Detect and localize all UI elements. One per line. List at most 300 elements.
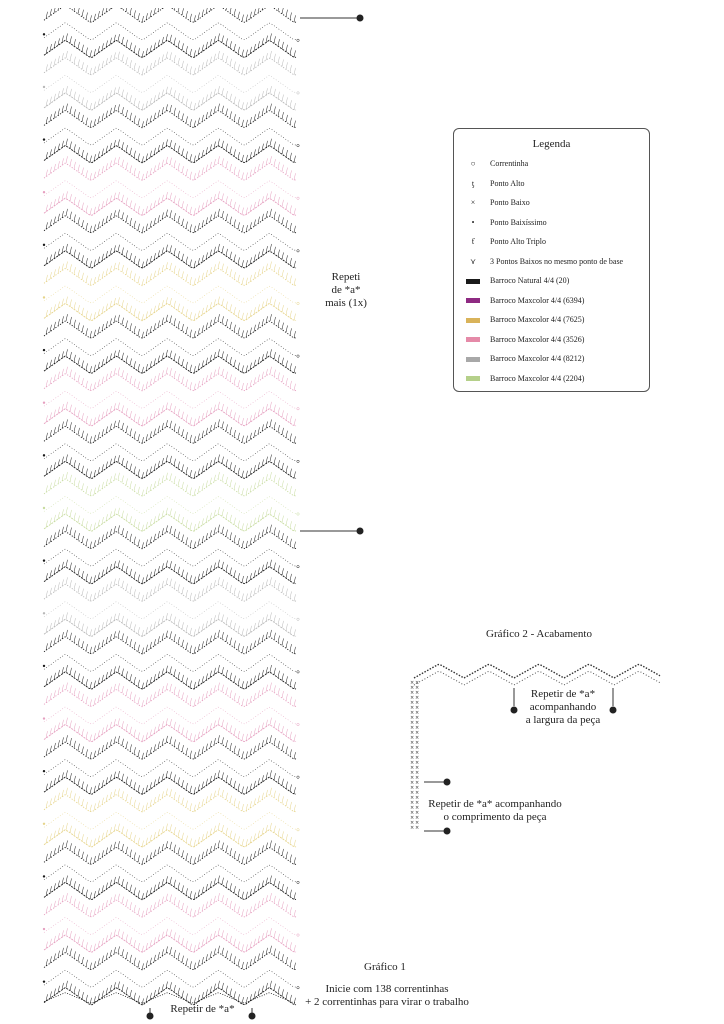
stitch-row [44,637,296,654]
stitch-post [138,224,140,231]
single-crochet-icon: × [415,725,420,731]
stitch-post [202,641,204,648]
stitch-post [102,219,104,226]
stitch-post [282,849,284,856]
stitch-post [226,828,228,835]
stitch-post [282,902,284,909]
stitch-post [238,12,240,19]
stitch-post [234,798,236,805]
stitch-post [90,68,92,75]
stitch-post [286,10,288,17]
stitch-post [274,738,276,745]
stitch-row-band [43,840,299,900]
stitch-row-band [43,262,299,322]
stitch-row-band [43,104,299,164]
stitch-post [134,431,136,438]
stitch-post [286,115,288,122]
stitch-post [294,436,296,443]
stitch-post [74,302,76,309]
stitch-post [278,899,280,906]
stitch-post [174,845,176,852]
stitch-post [226,688,228,695]
stitch-post [66,262,68,269]
stitch-post [174,985,176,992]
stitch-post [66,630,68,637]
stitch-post [222,264,224,271]
stitch-post [130,937,132,944]
stitch-post [226,459,228,466]
stitch-post [62,141,64,148]
single-crochet-icon: × [410,800,415,806]
stitch-post [186,853,188,860]
stitch-post [122,300,124,307]
stitch-post [114,666,116,673]
stitch-post [226,477,228,484]
stitch-post [130,218,132,225]
stitch-post [118,578,120,585]
legend-title: Legenda [532,138,571,150]
stitch-post [98,748,100,755]
stitch-post [266,720,268,727]
stitch-post [70,791,72,798]
stitch-post [190,909,192,916]
stitch-post [214,738,216,745]
legend-color-label: Barroco Maxcolor 4/4 (6394) [490,295,585,305]
stitch-post [126,584,128,591]
stitch-post [78,586,80,593]
stitch-post [90,489,92,496]
stitch-post [70,984,72,991]
stitch-post [294,752,296,759]
stitch-post [142,384,144,391]
legend-color-label: Barroco Maxcolor 4/4 (8212) [490,354,585,364]
stitch-post [114,473,116,480]
turning-chain [297,881,299,883]
stitch-post [126,461,128,468]
stitch-post [290,995,292,1002]
single-crochet-icon: × [410,745,415,751]
stitch-post [54,217,56,224]
stitch-post [66,665,68,672]
stitch-post [54,111,56,118]
stitch-row-band [43,51,299,111]
stitch-post [214,212,216,219]
stitch-post [66,402,68,409]
stitch-post [178,900,180,907]
stitch-post [70,773,72,780]
stitch-post [246,488,248,495]
repeat-end-dot [249,1013,256,1020]
stitch-post [98,643,100,650]
stitch-post [290,749,292,756]
stitch-post [118,841,120,848]
stitch-post [90,682,92,689]
stitch-post [270,314,272,321]
stitch-post [62,720,64,727]
stitch-post [54,269,56,276]
stitch-post [134,730,136,737]
stitch-post [218,823,220,830]
stitch-post [254,570,256,577]
stitch-post [82,852,84,859]
stitch-post [214,580,216,587]
stitch-post [226,56,228,63]
stitch-post [182,833,184,840]
stitch-post [226,302,228,309]
stitch-post [226,38,228,45]
stitch-post [114,193,116,200]
stitch-post [282,726,284,733]
stitch-post [242,734,244,741]
stitch-post [134,45,136,52]
stitch-post [82,694,84,701]
stitch-post [218,33,220,40]
stitch-post [266,878,268,885]
stitch-post [98,537,100,544]
stitch-post [290,65,292,72]
stitch-post [178,690,180,697]
stitch-post [122,212,124,219]
stitch-row [44,58,296,75]
stitch-post [186,906,188,913]
stitch-post [122,826,124,833]
stitch-post [190,786,192,793]
stitch-post [278,355,280,362]
stitch-post [50,781,52,788]
stitch-post [102,113,104,120]
stitch-post [270,33,272,40]
stitch-post [154,60,156,67]
stitch-post [66,823,68,830]
stitch-post [222,422,224,429]
stitch-post [138,311,140,318]
stitch-post [114,947,116,954]
stitch-post [138,996,140,1003]
stitch-post [86,153,88,160]
stitch-post [166,683,168,690]
stitch-post [266,562,268,569]
stitch-post [74,162,76,169]
stitch-post [46,854,48,861]
stitch-post [214,457,216,464]
stitch-post [102,570,104,577]
stitch-post [174,248,176,255]
stitch-post [214,826,216,833]
stitch-post [138,890,140,897]
stitch-post [178,374,180,381]
stitch-post [286,413,288,420]
stitch-post [270,788,272,795]
stitch-post [122,563,124,570]
stitch-post [190,330,192,337]
stitch-post [58,793,60,800]
turning-chain [297,460,299,462]
stitch-post [202,431,204,438]
stitch-post [218,876,220,883]
stitch-post [262,161,264,168]
single-crochet-icon: × [415,790,420,796]
stitch-post [118,525,120,532]
stitch-post [222,632,224,639]
stitch-post [278,513,280,520]
stitch-post [126,92,128,99]
stitch-post [198,276,200,283]
stitch-post [186,643,188,650]
stitch-post [58,161,60,168]
stitch-post [194,208,196,215]
stitch-post [142,893,144,900]
stitch-post [242,260,244,267]
stitch-post [230,673,232,680]
stitch-post [282,779,284,786]
stitch-post [294,910,296,917]
stitch-post [170,982,172,989]
stitch-post [214,527,216,534]
stitch-post [74,846,76,853]
stitch-post [58,214,60,221]
turning-chain [43,349,45,351]
stitch-post [122,107,124,114]
stitch-post [242,313,244,320]
stitch-post [230,796,232,803]
stitch-post [290,574,292,581]
stitch-post [130,113,132,120]
stitch-post [138,487,140,494]
stitch-post [102,675,104,682]
stitch-post [166,718,168,725]
stitch-post [286,887,288,894]
stitch-post [86,469,88,476]
stitch-post [66,981,68,988]
stitch-post [170,824,172,831]
stitch-post [126,847,128,854]
stitch-post [122,511,124,518]
stitch-post [170,298,172,305]
stitch-post [70,685,72,692]
stitch-post [66,560,68,567]
stitch-post [242,102,244,109]
stitch-post [254,728,256,735]
stitch-post [230,953,232,960]
stitch-row [44,655,296,672]
single-crochet-icon: × [410,780,415,786]
stitch-post [234,307,236,314]
stitch-row [44,707,296,724]
stitch-post [290,153,292,160]
legend-item-label: Ponto Baixo [490,198,530,208]
stitch-row [44,690,296,707]
stitch-post [82,255,84,262]
single-crochet-icon: × [415,715,420,721]
stitch-post [278,741,280,748]
stitch-post [294,892,296,899]
stitch-post [274,843,276,850]
stitch-post [190,470,192,477]
stitch-post [102,517,104,524]
stitch-post [238,521,240,528]
turning-chain [43,402,45,404]
stitch-post [142,911,144,918]
stitch-post [262,793,264,800]
stitch-post [242,523,244,530]
legend-color-label: Barroco Natural 4/4 (20) [490,276,570,286]
stitch-post [122,897,124,904]
stitch-post [278,530,280,537]
double-crochet-icon: ƫ [471,178,475,188]
stitch-post [238,328,240,335]
stitch-post [282,586,284,593]
stitch-post [214,685,216,692]
stitch-post [290,416,292,423]
stitch-post [122,265,124,272]
stitch-post [274,668,276,675]
stitch-post [58,635,60,642]
stitch-row [44,128,296,145]
stitch-post [130,376,132,383]
stitch-post [118,876,120,883]
stitch-post [70,89,72,96]
stitch-post [174,318,176,325]
stitch-post [234,97,236,104]
stitch-post [270,367,272,374]
stitch-post [202,852,204,859]
stitch-post [154,218,156,225]
stitch-post [282,147,284,154]
stitch-post [90,278,92,285]
stitch-post [102,587,104,594]
stitch-post [230,515,232,522]
stitch-post [186,748,188,755]
single-crochet-icon: × [410,755,415,761]
stitch-post [74,881,76,888]
stitch-post [74,513,76,520]
stitch-post [126,163,128,170]
stitch-post [198,381,200,388]
stitch-post [290,328,292,335]
stitch-post [262,477,264,484]
stitch-post [178,883,180,890]
stitch-row [44,602,296,619]
stitch-post [254,781,256,788]
stitch-post [290,170,292,177]
stitch-post [142,700,144,707]
single-crochet-icon: × [410,760,415,766]
stitch-post [238,994,240,1001]
stitch-post [198,855,200,862]
stitch-post [290,679,292,686]
stitch-post [286,378,288,385]
stitch-post [286,729,288,736]
stitch-post [286,694,288,701]
stitch-post [234,939,236,946]
stitch-post [182,201,184,208]
stitch-post [186,11,188,18]
stitch-post [98,906,100,913]
stitch-post [78,323,80,330]
stitch-post [86,170,88,177]
stitch-post [190,435,192,442]
stitch-post [238,942,240,949]
stitch-post [130,253,132,260]
single-crochet-icon: × [415,760,420,766]
stitch-post [178,777,180,784]
stitch-post [70,212,72,219]
stitch-post [294,945,296,952]
stitch-post [138,66,140,73]
turning-chain [43,296,45,298]
stitch-post [214,142,216,149]
stitch-post [174,371,176,378]
legend-color-item [462,350,584,368]
stitch-post [154,902,156,909]
stitch-post [66,104,68,111]
stitch-row [44,742,296,759]
stitch-post [186,485,188,492]
stitch-post [238,573,240,580]
stitch-post [278,618,280,625]
stitch-post [62,930,64,937]
stitch-post [266,509,268,516]
stitch-post [66,191,68,198]
stitch-post [222,404,224,411]
stitch-post [186,415,188,422]
stitch-post [130,569,132,576]
stitch-post [134,63,136,70]
stitch-post [286,255,288,262]
stitch-post [154,201,156,208]
stitch-post [198,434,200,441]
border-zigzag-row [414,672,660,685]
stitch-post [282,200,284,207]
stitch-post [230,725,232,732]
stitch-post [222,158,224,165]
stitch-post [226,670,228,677]
stitch-post [222,211,224,218]
stitch-post [170,351,172,358]
stitch-post [174,353,176,360]
stitch-post [178,146,180,153]
stitch-post [282,95,284,102]
single-crochet-icon: × [410,730,415,736]
stitch-post [174,634,176,641]
stitch-post [82,10,84,17]
stitch-post [182,254,184,261]
stitch-post [90,594,92,601]
stitch-row [44,181,296,198]
stitch-post [218,525,220,532]
stitch-post [102,43,104,50]
stitch-post [78,481,80,488]
stitch-post [54,59,56,66]
stitch-post [114,842,116,849]
stitch-post [126,8,128,12]
stitch-post [274,142,276,149]
stitch-post [158,373,160,380]
stitch-post [118,315,120,322]
stitch-post [198,118,200,125]
stitch-post [138,855,140,862]
stitch-post [138,206,140,213]
stitch-post [182,517,184,524]
color-swatch [466,357,480,362]
stitch-post [102,464,104,471]
stitch-post [90,963,92,970]
stitch-post [126,794,128,801]
stitch-post [70,352,72,359]
legend-color-item [462,272,569,290]
stitch-post [138,13,140,20]
stitch-post [278,8,280,11]
